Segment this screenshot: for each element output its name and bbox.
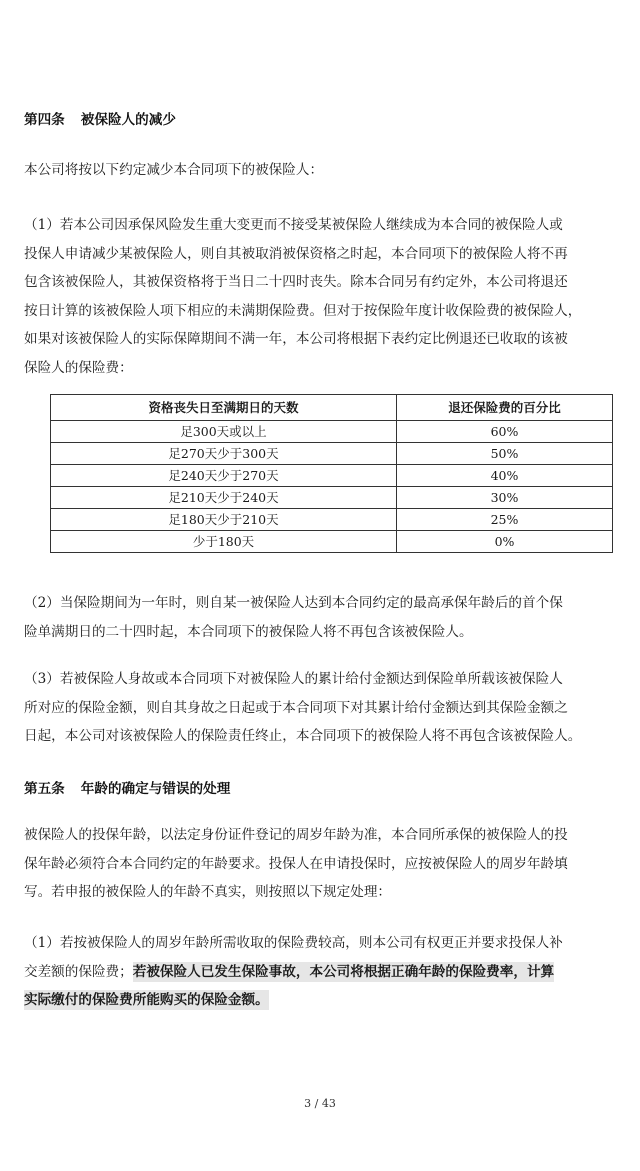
paragraph-line: 保年龄必须符合本合同约定的年龄要求。投保人在申请投保时，应按被保险人的周岁年龄填 bbox=[24, 855, 568, 872]
percentage-cell: 60% bbox=[397, 421, 613, 443]
days-cell: 足210天少于240天 bbox=[51, 487, 397, 509]
article-4-title: 被保险人的减少 bbox=[80, 112, 176, 128]
paragraph-line: 写。若申报的被保险人的年龄不真实，则按照以下规定处理： bbox=[24, 884, 392, 900]
clause-text: 交差额的保险费； bbox=[24, 963, 133, 980]
page-number: 3 / 43 bbox=[304, 1097, 336, 1110]
clause-line: 投保人申请减少某被保险人，则自其被取消被保资格之时起，本合同项下的被保险人将不再 bbox=[24, 245, 568, 262]
clause-line bbox=[24, 958, 616, 987]
percentage-cell: 40% bbox=[397, 465, 613, 487]
days-cell: 足300天或以上 bbox=[51, 421, 397, 443]
clause-line: 险单满期日的二十四时起，本合同项下的被保险人将不再包含该被保险人。 bbox=[24, 623, 473, 640]
table-row bbox=[51, 509, 613, 531]
article-5-number: 第五条 bbox=[24, 781, 65, 797]
table-row bbox=[51, 531, 613, 553]
highlighted-text: 实际缴付的保险费所能购买的保险金额。 bbox=[24, 992, 269, 1008]
article-5-heading bbox=[24, 777, 230, 797]
paragraph-line: 被保险人的投保年龄，以法定身份证件登记的周岁年龄为准，本合同所承保的被保险人的投 bbox=[24, 827, 568, 843]
table-header-row bbox=[51, 395, 613, 421]
clause-line bbox=[24, 986, 616, 1015]
clause-line: 如果对该被保险人的实际保障期间不满一年，本公司将根据下表约定比例退还已收取的该被 bbox=[24, 331, 568, 347]
column-header-days: 资格丧失日至满期日的天数 bbox=[51, 395, 397, 421]
percentage-cell: 50% bbox=[397, 443, 613, 465]
article-4-clause-1 bbox=[24, 211, 616, 382]
column-header-percentage: 退还保险费的百分比 bbox=[397, 395, 613, 421]
table-row bbox=[51, 443, 613, 465]
table-row bbox=[51, 465, 613, 487]
clause-line: （3）若被保险人身故或本合同项下对被保险人的累计给付金额达到保险单所载该被保险人 bbox=[24, 671, 563, 687]
clause-line: 所对应的保险金额，则自其身故之日起或于本合同项下对其累计给付金额达到其保险金额之 bbox=[24, 699, 568, 716]
article-4-number: 第四条 bbox=[24, 112, 65, 128]
percentage-cell: 25% bbox=[397, 509, 613, 531]
article-4-heading bbox=[24, 108, 176, 128]
percentage-cell: 0% bbox=[397, 531, 613, 553]
table-row bbox=[51, 421, 613, 443]
table-row bbox=[51, 487, 613, 509]
days-cell: 少于180天 bbox=[51, 531, 397, 553]
article-5-intro bbox=[24, 821, 616, 907]
clause-line: 包含该被保险人，其被保资格将于当日二十四时丧失。除本合同另有约定外，本公司将退还 bbox=[24, 274, 568, 290]
clause-line: （2）当保险期间为一年时，则自某一被保险人达到本合同约定的最高承保年龄后的首个保 bbox=[24, 595, 563, 611]
clause-line: 保险人的保险费： bbox=[24, 359, 133, 376]
refund-percentage-table bbox=[50, 394, 613, 553]
clause-line: 日起，本公司对该被保险人的保险责任终止，本合同项下的被保险人将不再包含该被保险人。 bbox=[24, 728, 582, 744]
article-4-clause-2 bbox=[24, 589, 616, 646]
article-4-intro: 本公司将按以下约定减少本合同项下的被保险人： bbox=[24, 162, 324, 178]
clause-line: （1）若按被保险人的周岁年龄所需收取的保险费较高，则本公司有权更正并要求投保人补 bbox=[24, 935, 563, 951]
article-5-clause-1 bbox=[24, 929, 616, 1015]
article-4-clause-3 bbox=[24, 665, 616, 751]
highlighted-text: 若被保险人已发生保险事故，本公司将根据正确年龄的保险费率，计算 bbox=[132, 963, 555, 980]
days-cell: 足270天少于300天 bbox=[51, 443, 397, 465]
clause-line: 按日计算的该被保险人项下相应的未满期保险费。但对于按保险年度计收保险费的被保险人， bbox=[24, 302, 582, 319]
clause-line: （1）若本公司因承保风险发生重大变更而不接受某被保险人继续成为本合同的被保险人或 bbox=[24, 217, 563, 233]
article-5-title: 年龄的确定与错误的处理 bbox=[80, 781, 231, 797]
days-cell: 足240天少于270天 bbox=[51, 465, 397, 487]
percentage-cell: 30% bbox=[397, 487, 613, 509]
days-cell: 足180天少于210天 bbox=[51, 509, 397, 531]
